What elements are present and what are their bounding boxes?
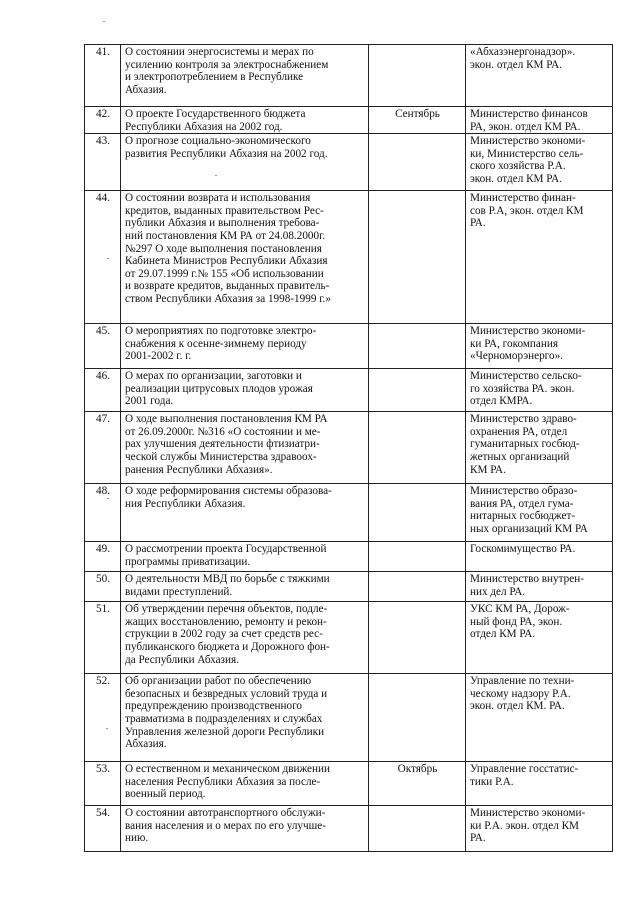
table-row (85, 191, 613, 324)
row-responsible: Министерство образо- вания РА, отдел гума- нитарных госбюджет- ных организаций КМ РА (466, 484, 613, 542)
row-term (369, 191, 466, 324)
row-responsible: Министерство внутрен- них дел РА. (466, 572, 613, 602)
row-number: 50. (85, 572, 121, 602)
row-term (369, 602, 466, 674)
row-number: 46. (85, 369, 121, 412)
row-responsible: Министерство экономи- ки РА, гокомпания «Черноморэнерго». (466, 324, 613, 369)
row-term (369, 572, 466, 602)
row-responsible: Министерство финан- сов Р.А, экон. отдел КМ РА. (466, 191, 613, 324)
row-number: 51. (85, 602, 121, 674)
row-subject: О рассмотрении проекта Государственной программы приватизации. (121, 542, 369, 572)
row-subject: О мероприятиях по подготовке электро- снабжения к осенне-зимнему периоду 2001-2002 г. г. (121, 324, 369, 369)
row-subject: О проекте Государственного бюджета Республики Абхазия на 2002 год. (121, 107, 369, 134)
row-subject: О естественном и механическом движении населения Республики Абхазия за после- военный период. (121, 762, 369, 806)
row-subject: О ходе выполнения постановления КМ РА от 26.09.2000г. №316 «О состоянии и ме- рах улучшения деятельности фтизиатри- ческой службы Министерства здравоох- ранения Республики Абхазия». (121, 412, 369, 484)
table-row (85, 412, 613, 484)
scan-speck (103, 21, 105, 22)
table-row (85, 134, 613, 191)
table-row (85, 369, 613, 412)
row-term (369, 369, 466, 412)
row-number: 41. (85, 45, 121, 107)
row-responsible: Госкомимущество РА. (466, 542, 613, 572)
table-row (85, 484, 613, 542)
row-subject: О состоянии возврата и использования кредитов, выданных правительством Рес- публики Абхазия и выполнения требова- ний постановления КМ РА от 24.08.2000г. №297 О ходе выполнения постановления Кабинета Министров Республики Абхазия от 29.07.1999 г.№ 155 «Об использовании и возврате кредитов, выданных правитель- ством Республики Абхазия за 1998-1999 г.» (121, 191, 369, 324)
row-number: 53. (85, 762, 121, 806)
row-responsible: Министерство экономи- ки, Министерство сель- ского хозяйства Р.А. экон. отдел КМ РА. (466, 134, 613, 191)
row-term (369, 324, 466, 369)
row-term (369, 45, 466, 107)
plan-table (84, 44, 613, 852)
table-row (85, 674, 613, 762)
table-row (85, 542, 613, 572)
row-subject: Об утверждении перечня объектов, подле- жащих восстановлению, ремонту и рекон- струкции в 2002 году за счет средств рес- публиканского бюджета и Дорожного фон- да Республики Абхазия. (121, 602, 369, 674)
row-term (369, 674, 466, 762)
row-subject: О состоянии автотранспортного обслужи- вания населения и о мерах по его улучше- нию. (121, 806, 369, 852)
row-responsible: Министерство экономи- ки Р.А. экон. отдел КМ РА. (466, 806, 613, 852)
row-subject: О мерах по организации, заготовки и реализации цитрусовых плодов урожая 2001 года. (121, 369, 369, 412)
row-number: 43. (85, 134, 121, 191)
row-number: 48. (85, 484, 121, 542)
row-responsible: УКС КМ РА, Дорож- ный фонд РА, экон. отдел КМ РА. (466, 602, 613, 674)
table-row (85, 602, 613, 674)
table-row (85, 45, 613, 107)
table-row (85, 572, 613, 602)
row-number: 54. (85, 806, 121, 852)
table-row (85, 324, 613, 369)
row-number: 42. (85, 107, 121, 134)
row-responsible: Министерство здраво- охранения РА, отдел гуманитарных госбюд- жетных организаций КМ РА. (466, 412, 613, 484)
row-subject: О деятельности МВД по борьбе с тяжкими видами преступлений. (121, 572, 369, 602)
row-number: 49. (85, 542, 121, 572)
row-term: Сентябрь (369, 107, 466, 134)
row-subject: Об организации работ по обеспечению безопасных и безвредных условий труда и предупреждению производственного травматизма в подразделениях и службах Управления железной дороги Республики Абхазия. (121, 674, 369, 762)
row-subject: О состоянии энергосистемы и мерах по усилению контроля за электроснабжением и электропотреблением в Республике Абхазия. (121, 45, 369, 107)
row-term (369, 412, 466, 484)
table-row (85, 107, 613, 134)
row-responsible: Министерство сельско- го хозяйства РА. экон. отдел КМРА. (466, 369, 613, 412)
row-term: Октябрь (369, 762, 466, 806)
row-responsible: Министерство финансов РА, экон. отдел КМ РА. (466, 107, 613, 134)
table-row (85, 762, 613, 806)
row-responsible: Управление по техни- ческому надзору Р.А. экон. отдел КМ. РА. (466, 674, 613, 762)
row-number: 44. (85, 191, 121, 324)
row-responsible: «Абхазэнергонадзор». экон. отдел КМ РА. (466, 45, 613, 107)
row-term (369, 806, 466, 852)
row-number: 47. (85, 412, 121, 484)
table-row (85, 806, 613, 852)
row-subject: О ходе реформирования системы образова- ния Республики Абхазия. (121, 484, 369, 542)
row-term (369, 542, 466, 572)
row-number: 45. (85, 324, 121, 369)
row-subject: О прогнозе социально-экономического развития Республики Абхазия на 2002 год. (121, 134, 369, 191)
row-term (369, 484, 466, 542)
row-responsible: Управление госстатис- тики Р.А. (466, 762, 613, 806)
row-term (369, 134, 466, 191)
row-number: 52. (85, 674, 121, 762)
